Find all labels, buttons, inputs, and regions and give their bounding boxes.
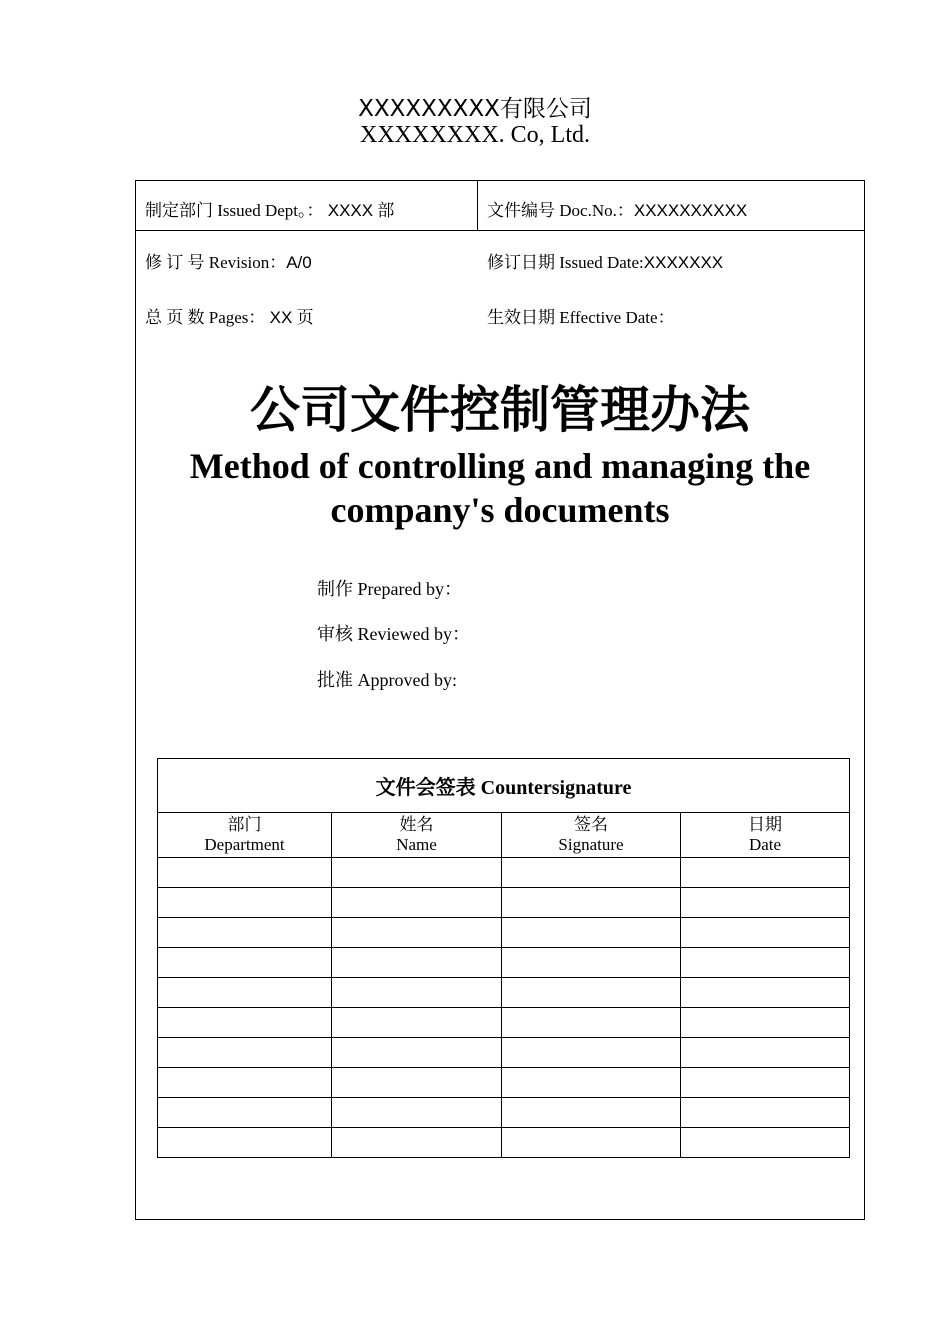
table-row	[158, 948, 850, 978]
pages-label: 总 页 数 Pages：	[145, 308, 266, 327]
issued-dept-field	[145, 196, 394, 221]
table-cell	[681, 858, 850, 888]
table-row	[158, 1098, 850, 1128]
doc-no-field	[487, 196, 747, 221]
countersignature-body	[158, 858, 850, 1158]
table-cell	[158, 948, 332, 978]
table-cell	[681, 1068, 850, 1098]
table-cell	[332, 948, 502, 978]
column-header-department-cn: 部门	[227, 815, 262, 834]
document-title-en: Method of controlling and managing the company's documents	[189, 446, 811, 530]
table-cell	[681, 978, 850, 1008]
table-cell	[502, 1098, 681, 1128]
column-header-name	[332, 813, 502, 858]
table-cell	[332, 918, 502, 948]
document-cover-frame	[135, 180, 865, 1220]
table-row	[158, 1038, 850, 1068]
table-row	[158, 918, 850, 948]
table-cell	[332, 858, 502, 888]
table-cell	[681, 1008, 850, 1038]
effective-date-field	[487, 303, 675, 328]
table-cell	[158, 1008, 332, 1038]
issued-dept-suffix: 部	[377, 201, 395, 220]
pages-field	[145, 303, 314, 328]
table-cell	[502, 1038, 681, 1068]
table-cell	[681, 1098, 850, 1128]
doc-no-value: XXXXXXXXXX	[633, 201, 748, 220]
table-cell	[158, 1038, 332, 1068]
table-cell	[502, 1128, 681, 1158]
table-cell	[681, 888, 850, 918]
countersignature-table	[157, 758, 850, 1158]
issued-dept-value: XXXX	[327, 201, 374, 220]
table-cell	[502, 1068, 681, 1098]
company-name-cn: XXXXXXXXX有限公司	[358, 96, 592, 122]
column-header-name-en: Name	[396, 835, 437, 854]
column-header-date-en: Date	[748, 835, 782, 854]
table-cell	[158, 1098, 332, 1128]
revision-field	[145, 248, 312, 273]
table-cell	[502, 948, 681, 978]
countersignature-header-row	[158, 813, 850, 858]
column-header-signature-cn: 签名	[574, 815, 608, 834]
pages-suffix: 页	[296, 308, 314, 327]
table-cell	[158, 888, 332, 918]
column-header-date	[681, 813, 850, 858]
table-row	[158, 1128, 850, 1158]
column-header-name-cn: 姓名	[399, 815, 434, 834]
effective-date-label: 生效日期 Effective Date：	[487, 308, 675, 327]
table-row	[158, 1008, 850, 1038]
table-cell	[158, 918, 332, 948]
column-header-department	[158, 813, 332, 858]
table-cell	[332, 888, 502, 918]
table-cell	[681, 1038, 850, 1068]
column-header-signature-en: Signature	[558, 835, 624, 854]
issued-date-field	[487, 248, 723, 273]
table-cell	[681, 918, 850, 948]
table-row	[158, 978, 850, 1008]
header-row-divider	[477, 181, 478, 230]
table-cell	[158, 1068, 332, 1098]
table-cell	[158, 1128, 332, 1158]
table-cell	[502, 1008, 681, 1038]
column-header-date-cn: 日期	[748, 815, 782, 834]
issued-date-value: XXXXXXX	[643, 253, 724, 272]
column-header-department-en: Department	[204, 835, 285, 854]
table-cell	[158, 858, 332, 888]
column-header-signature	[502, 813, 681, 858]
table-cell	[158, 978, 332, 1008]
document-title-cn: 公司文件控制管理办法	[250, 381, 750, 439]
revision-label: 修 订 号 Revision：	[145, 253, 287, 272]
table-row	[158, 888, 850, 918]
issued-dept-label: 制定部门 Issued Dept。：	[145, 201, 324, 220]
table-cell	[681, 948, 850, 978]
revision-value: A/0	[286, 253, 312, 272]
table-row	[158, 858, 850, 888]
table-cell	[502, 918, 681, 948]
countersignature-title: 文件会签表 Countersignature	[158, 759, 850, 813]
table-cell	[502, 888, 681, 918]
table-row	[158, 1068, 850, 1098]
pages-value: XX	[269, 308, 293, 327]
table-cell	[332, 1038, 502, 1068]
reviewed-by-label: 审核 Reviewed by：	[317, 624, 470, 644]
table-cell	[502, 858, 681, 888]
table-cell	[332, 1098, 502, 1128]
table-cell	[502, 978, 681, 1008]
approved-by-label: 批准 Approved by:	[317, 670, 457, 690]
prepared-by-label: 制作 Prepared by：	[317, 579, 462, 599]
table-cell	[332, 978, 502, 1008]
table-cell	[332, 1068, 502, 1098]
table-cell	[332, 1128, 502, 1158]
table-cell	[332, 1008, 502, 1038]
doc-no-label: 文件编号 Doc.No.：	[487, 201, 634, 220]
table-cell	[681, 1128, 850, 1158]
company-name-en: XXXXXXXX. Co, Ltd.	[360, 122, 590, 148]
issued-date-label: 修订日期 Issued Date:	[487, 253, 644, 272]
